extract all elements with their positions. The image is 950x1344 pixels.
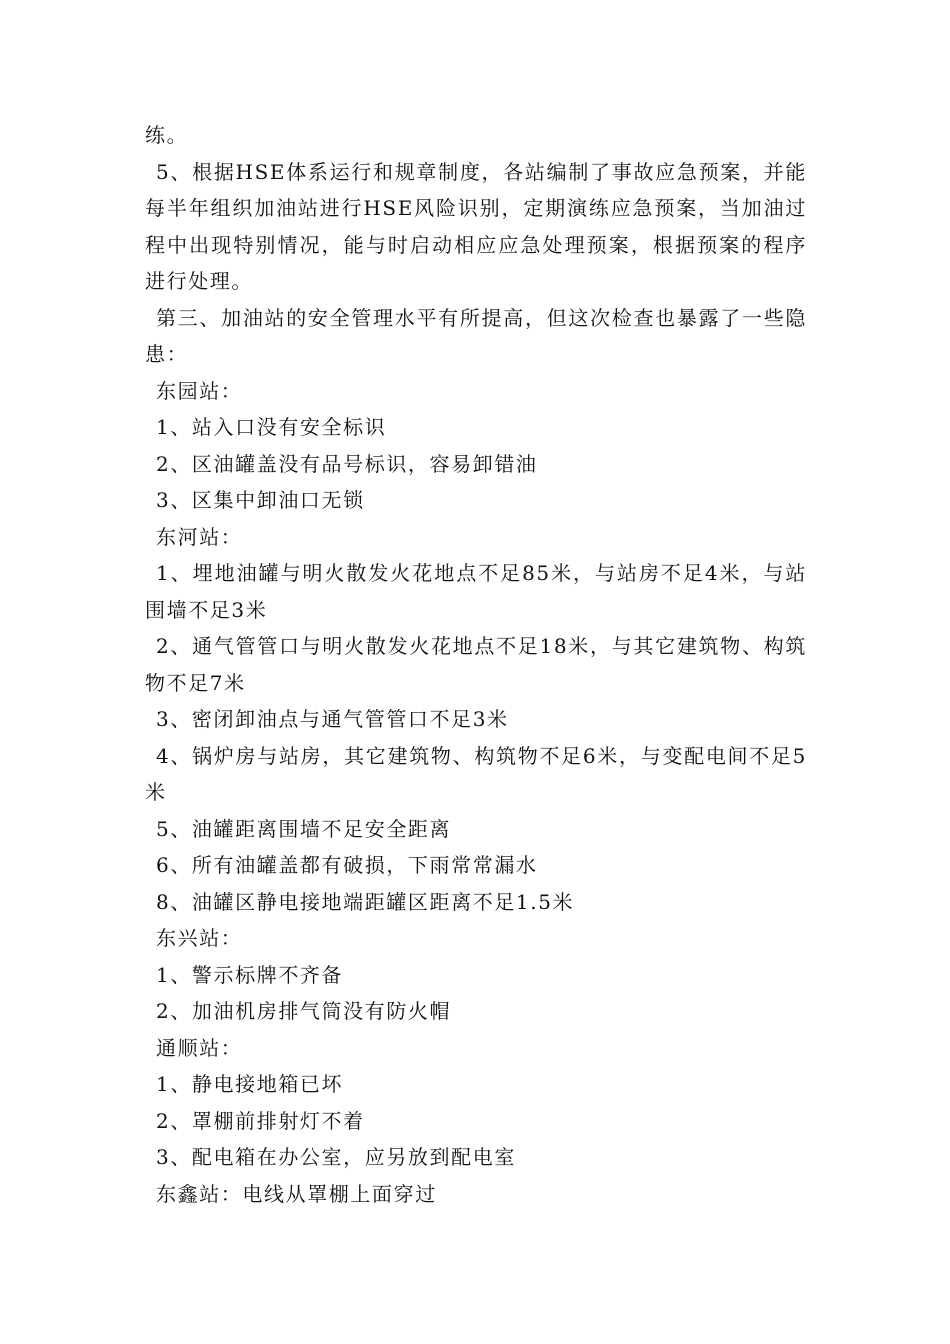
list-item: 1、静电接地箱已坏	[156, 1072, 344, 1096]
list-item: 3、配电箱在办公室，应另放到配电室	[156, 1145, 516, 1169]
list-item: 1、站入口没有安全标识	[156, 415, 387, 439]
station-heading: 东兴站：	[156, 926, 243, 950]
paragraph: 第三、加油站的安全管理水平有所提高，但这次检查也暴露了一些隐患：	[145, 305, 807, 366]
list-item: 2、加油机房排气筒没有防火帽	[156, 999, 452, 1023]
list-item: 4、锅炉房与站房，其它建筑物、构筑物不足6米，与变配电间不足5米	[145, 743, 807, 804]
paragraph: 5、根据HSE体系运行和规章制度，各站编制了事故应急预案，并能每半年组织加油站进行HSE风险识别，定期演练应急预案，当加油过程中出现特别情况，能与时启动相应应急处理预案，根据预案的程序进行处理。	[145, 159, 807, 293]
list-item: 3、区集中卸油口无锁	[156, 488, 365, 512]
list-item: 2、区油罐盖没有品号标识，容易卸错油	[156, 451, 538, 476]
list-item: 3、密闭卸油点与通气管管口不足3米	[156, 707, 509, 731]
list-item: 1、警示标牌不齐备	[156, 962, 344, 987]
station-heading: 东园站：	[156, 378, 243, 403]
station-heading: 东鑫站：电线从罩棚上面穿过	[156, 1181, 437, 1206]
list-item: 2、通气管管口与明火散发火花地点不足18米，与其它建筑物、构筑物不足7米	[145, 634, 807, 695]
list-item: 8、油罐区静电接地端距罐区距离不足1.5米	[156, 889, 575, 914]
list-item: 6、所有油罐盖都有破损，下雨常常漏水	[156, 853, 538, 877]
station-heading: 通顺站：	[156, 1035, 243, 1060]
list-item: 1、埋地油罐与明火散发火花地点不足85米，与站房不足4米，与站围墙不足3米	[145, 561, 807, 622]
list-item: 5、油罐距离围墙不足安全距离	[156, 816, 452, 841]
document-body	[145, 117, 807, 1212]
paragraph: 练。	[145, 123, 189, 147]
list-item: 2、罩棚前排射灯不着	[156, 1108, 365, 1133]
station-heading: 东河站：	[156, 524, 243, 549]
